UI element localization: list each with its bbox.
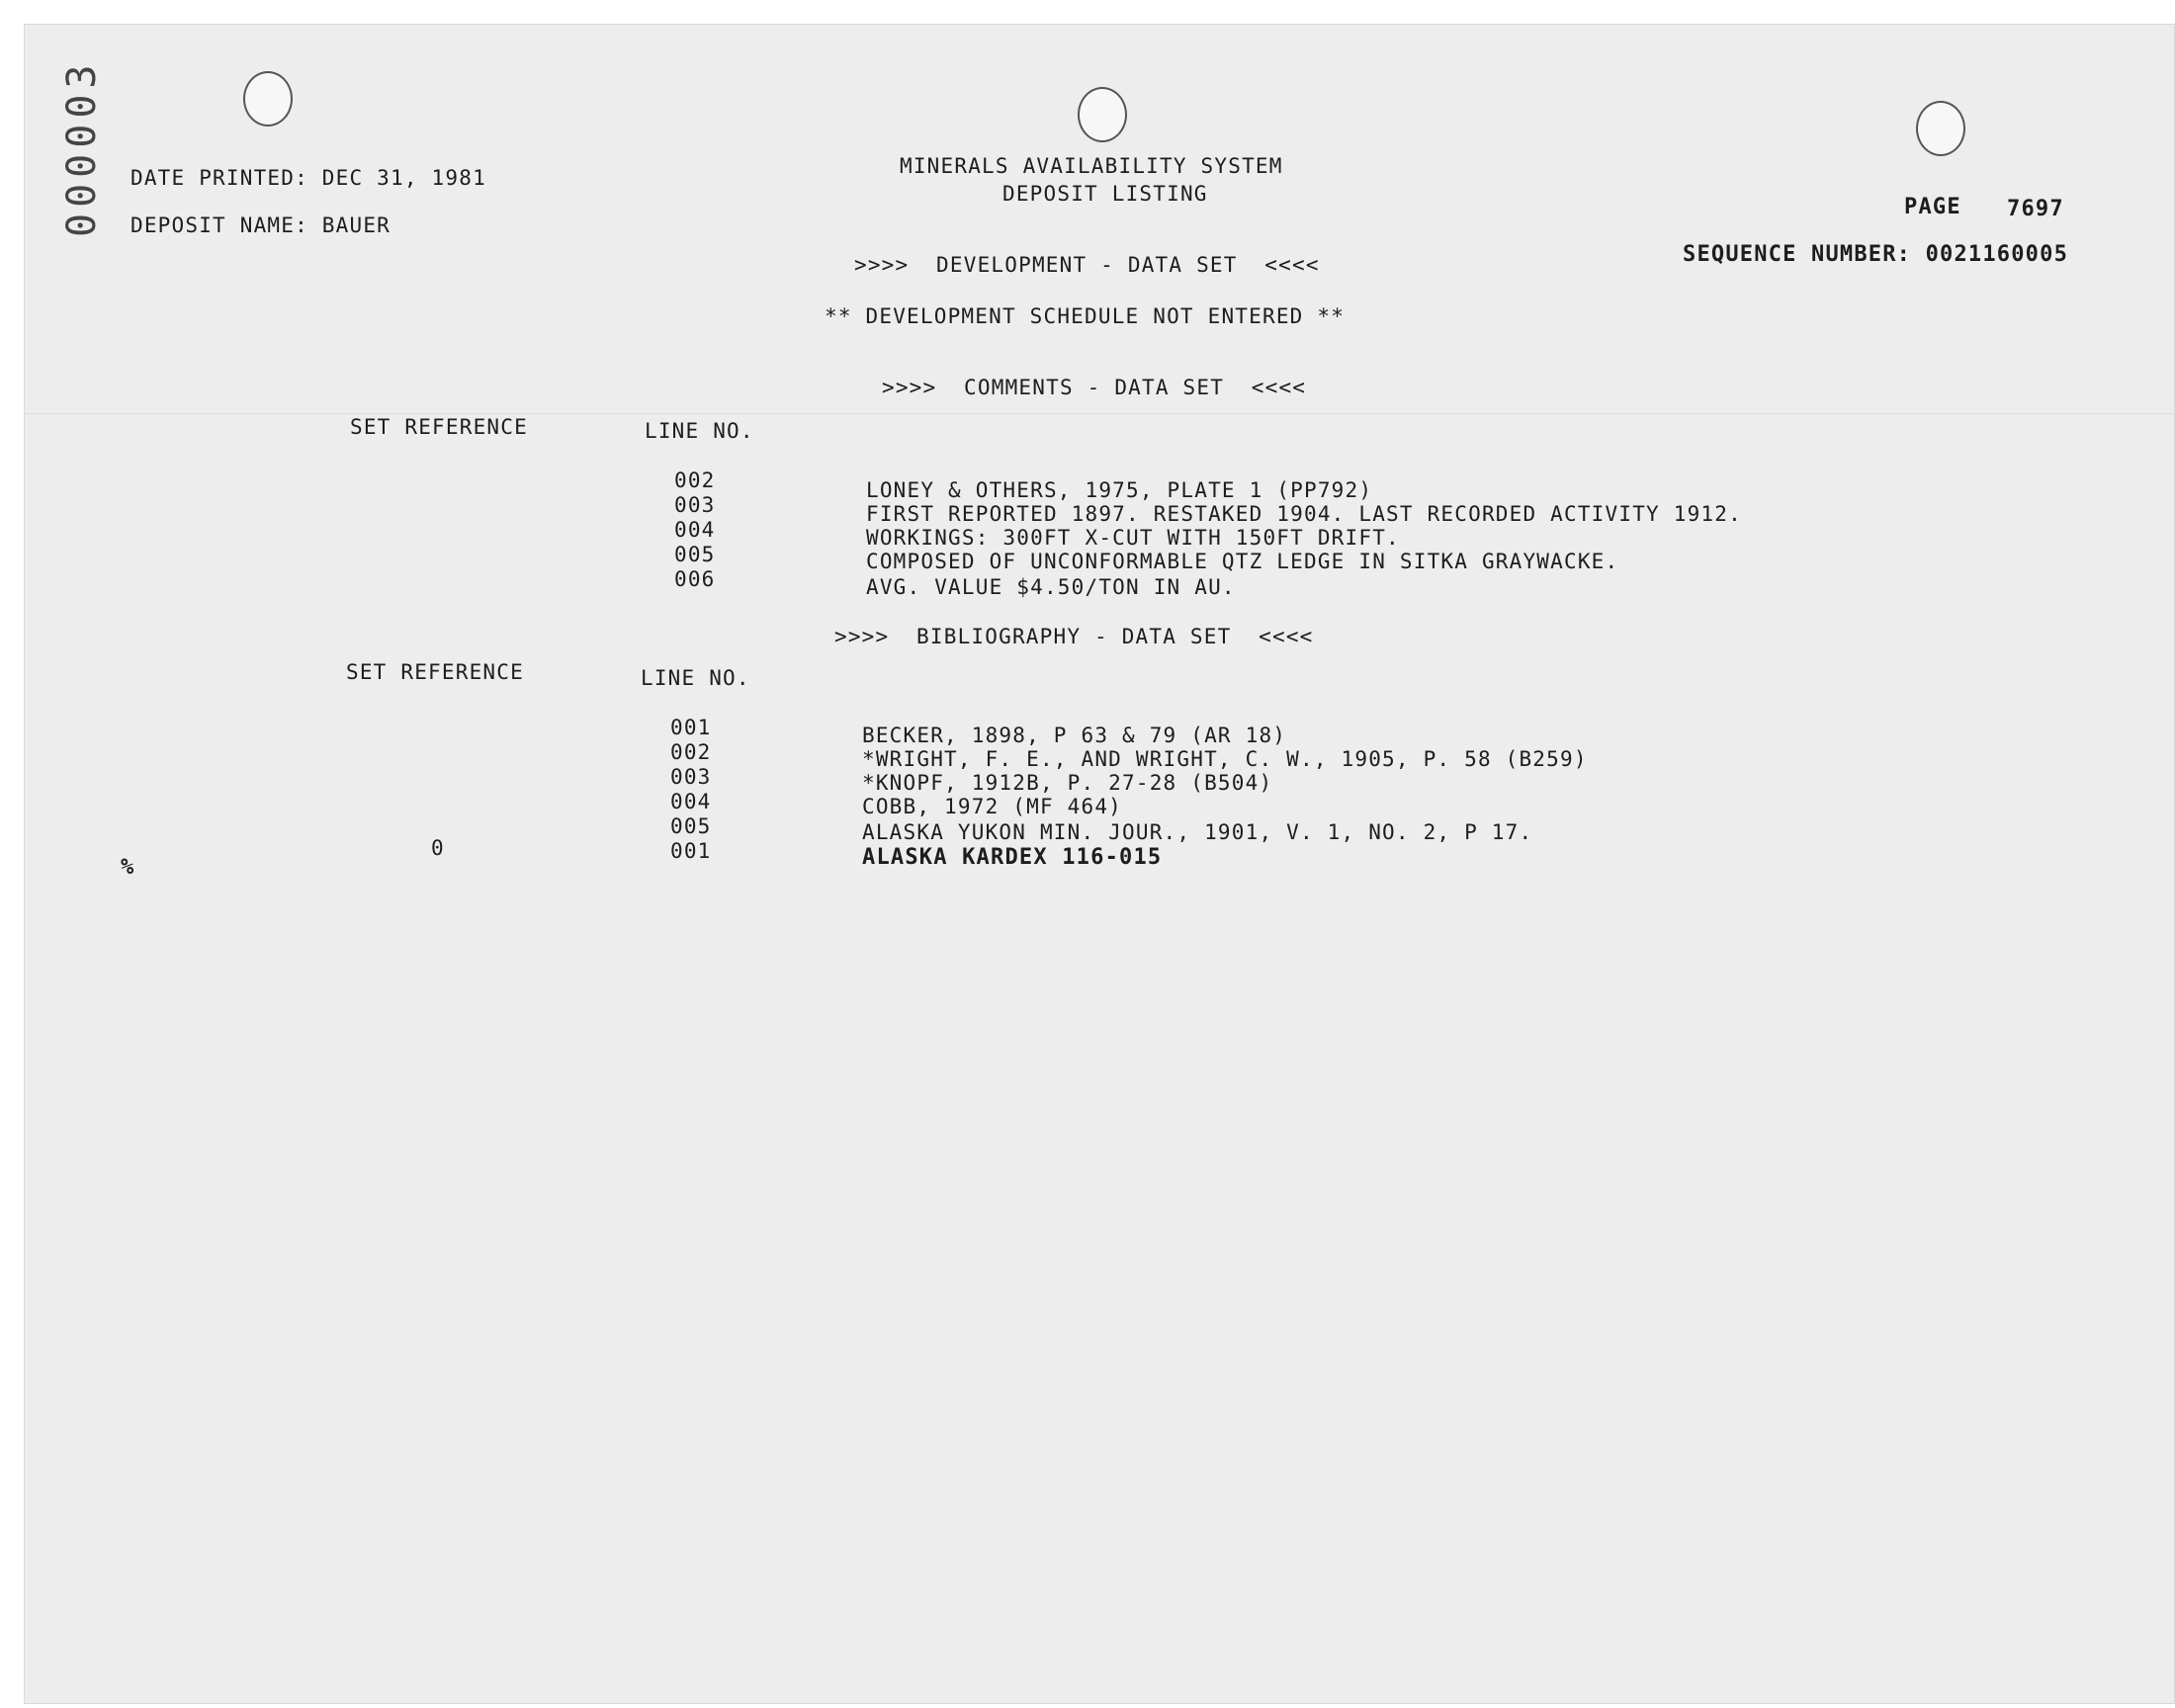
punch-hole-left [243,71,293,127]
comment-text: WORKINGS: 300FT X-CUT WITH 150FT DRIFT. [866,526,1400,550]
set-reference: 0 [431,836,445,860]
development-note: ** DEVELOPMENT SCHEDULE NOT ENTERED ** [825,304,1346,328]
comments-heading: >>>> COMMENTS - DATA SET <<<< [882,376,1307,399]
listing-title: DEPOSIT LISTING [1002,182,1208,206]
line-number: 003 [670,765,712,789]
comment-text: LONEY & OTHERS, 1975, PLATE 1 (PP792) [866,478,1373,502]
bibliography-heading: >>>> BIBLIOGRAPHY - DATA SET <<<< [834,625,1314,648]
line-number: 005 [674,543,716,566]
development-heading: >>>> DEVELOPMENT - DATA SET <<<< [854,253,1320,277]
line-number: 006 [674,567,716,591]
bibliography-text: COBB, 1972 (MF 464) [862,795,1123,818]
bibliography-text: ALASKA YUKON MIN. JOUR., 1901, V. 1, NO. 2, P 17. [862,820,1533,844]
bibliography-text: *WRIGHT, F. E., AND WRIGHT, C. W., 1905, P. 58 (B259) [862,747,1588,771]
comments-col-set-reference: SET REFERENCE [350,415,528,439]
line-number: 001 [670,839,712,863]
side-sequence-number: 000003 [59,58,105,237]
bibliography-col-set-reference: SET REFERENCE [346,660,524,684]
line-number: 004 [674,518,716,542]
sequence-number: SEQUENCE NUMBER: 0021160005 [1683,242,2069,267]
page-label: PAGE [1904,195,1961,219]
comment-text: FIRST REPORTED 1897. RESTAKED 1904. LAST RECORDED ACTIVITY 1912. [866,502,1742,526]
fold-line [24,413,2175,414]
comments-col-line-no: LINE NO. [645,419,754,443]
punch-hole-right [1916,101,1965,156]
bibliography-col-line-no: LINE NO. [641,666,750,690]
line-number: 001 [670,716,712,739]
deposit-name: DEPOSIT NAME: BAUER [130,214,392,237]
comment-text: COMPOSED OF UNCONFORMABLE QTZ LEDGE IN SITKA GRAYWACKE. [866,550,1619,573]
punch-hole-center [1078,87,1127,142]
line-number: 003 [674,493,716,517]
bibliography-text: BECKER, 1898, P 63 & 79 (AR 18) [862,724,1287,747]
line-number: 002 [674,469,716,492]
line-number: 004 [670,790,712,813]
comment-text: AVG. VALUE $4.50/TON IN AU. [866,575,1236,599]
line-number: 005 [670,814,712,838]
system-title: MINERALS AVAILABILITY SYSTEM [900,154,1283,178]
bibliography-text: *KNOPF, 1912B, P. 27-28 (B504) [862,771,1273,795]
percent-mark: % [121,855,135,880]
bibliography-text: ALASKA KARDEX 116-015 [862,845,1163,870]
line-number: 002 [670,740,712,764]
page-number: 7697 [2007,197,2064,221]
date-printed: DATE PRINTED: DEC 31, 1981 [130,166,486,190]
